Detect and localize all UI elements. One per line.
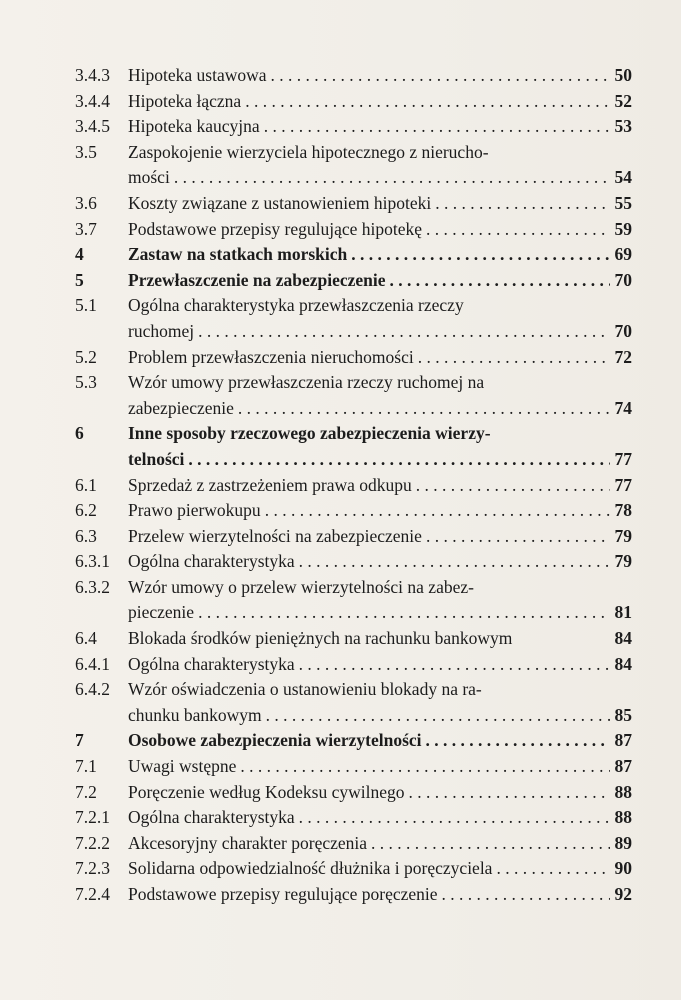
toc-entry — [75, 626, 632, 652]
toc-entry-title-line: Osobowe zabezpieczenia wierzytelności — [128, 730, 422, 751]
toc-entry-title-row — [128, 856, 632, 882]
toc-leader-dots — [386, 268, 610, 294]
toc-leader-dots — [431, 191, 610, 217]
toc-entry-title-line: Hipoteka ustawowa — [128, 65, 267, 85]
toc-entry-body — [128, 421, 632, 472]
toc-entry-body — [128, 626, 632, 652]
toc-entry-number: 7.2.4 — [75, 884, 110, 904]
toc-entry-title-line: Prawo pierwokupu — [128, 500, 261, 521]
toc-leader-dots — [295, 549, 610, 575]
toc-entry-page-number: 54 — [614, 167, 632, 188]
toc-entry-page-number: 52 — [614, 90, 632, 111]
toc-entry-body — [128, 728, 632, 754]
toc-entry-body — [128, 191, 632, 217]
toc-entry-title-line: Akcesoryjny charakter poręczenia — [128, 832, 368, 853]
toc-entry-number: 3.4.3 — [75, 65, 110, 85]
toc-entry-number: 6.3.2 — [75, 576, 110, 597]
toc-entry-number: 6.2 — [75, 500, 97, 521]
toc-entry-page-number: 50 — [614, 65, 632, 85]
toc-entry-title-row — [128, 319, 632, 345]
toc-entry-title-line: telności — [128, 448, 185, 469]
toc-entry-title-row — [128, 652, 632, 678]
toc-entry-page-number: 78 — [614, 500, 632, 521]
toc-leader-dots — [194, 319, 610, 345]
toc-entry-title-row — [128, 600, 632, 626]
toc-entry-body — [128, 268, 632, 294]
toc-entry-page-number: 88 — [614, 781, 632, 802]
toc-entry — [75, 831, 632, 857]
toc-entry-body — [128, 345, 632, 371]
toc-entry — [75, 217, 632, 243]
toc-entry-number: 3.6 — [75, 192, 97, 213]
toc-entry — [75, 549, 632, 575]
toc-entry-page-number: 87 — [614, 756, 632, 777]
toc-entry-title-line: Sprzedaż z zastrzeżeniem prawa odkupu — [128, 474, 412, 495]
toc-leader-dots — [422, 728, 610, 754]
toc-entry — [75, 89, 632, 115]
toc-leader-dots — [412, 473, 610, 499]
toc-entry-body — [128, 652, 632, 678]
toc-entry — [75, 370, 632, 421]
toc-entry-body — [128, 805, 632, 831]
toc-entry-page-number: 88 — [614, 807, 632, 828]
toc-entry-number: 5.3 — [75, 372, 97, 393]
toc-entry-number: 7.1 — [75, 756, 97, 777]
toc-entry-page-number: 85 — [614, 704, 632, 725]
toc-entry-page-number: 74 — [614, 397, 632, 418]
toc-entry-page-number: 79 — [614, 551, 632, 572]
toc-entry-title-row — [128, 396, 632, 422]
toc-entry — [75, 421, 632, 472]
toc-entry-title-row — [128, 63, 632, 89]
toc-entry-title-row — [128, 882, 632, 908]
toc-entry — [75, 575, 632, 626]
toc-leader-dots — [405, 780, 610, 806]
toc-entry-title-row — [128, 626, 632, 652]
toc-entry-page-number: 59 — [614, 218, 632, 239]
toc-entry — [75, 498, 632, 524]
toc-entry-title-row — [128, 114, 632, 140]
toc-entry-page-number: 90 — [614, 858, 632, 879]
toc-leader-dots — [170, 165, 610, 191]
toc-entry-page-number: 79 — [614, 525, 632, 546]
toc-entry-title-line: Podstawowe przepisy regulujące poręczenie — [128, 884, 438, 904]
toc-entry — [75, 242, 632, 268]
toc-entry-title-line: Uwagi wstępne — [128, 756, 237, 777]
toc-entry-number: 4 — [75, 244, 84, 265]
toc-entry-body — [128, 242, 632, 268]
toc-entry-page-number: 92 — [614, 884, 632, 904]
toc-entry-body — [128, 217, 632, 243]
toc-entry — [75, 140, 632, 191]
toc-leader-dots — [414, 345, 610, 371]
toc-leader-dots — [241, 89, 610, 115]
toc-entry-body — [128, 549, 632, 575]
toc-entry-title-row — [128, 754, 632, 780]
toc-leader-dots — [422, 524, 610, 550]
toc-entry-number: 7.2.1 — [75, 807, 110, 828]
toc-leader-dots — [492, 856, 610, 882]
toc-entry-title-row — [128, 473, 632, 499]
toc-leader-dots — [295, 652, 610, 678]
toc-entry-title-line: Koszty związane z ustanowieniem hipoteki — [128, 192, 432, 213]
toc-entry-number: 6.3 — [75, 525, 97, 546]
toc-entry-number: 3.7 — [75, 218, 97, 239]
toc-entry — [75, 524, 632, 550]
toc-entry-title-line: Ogólna charakterystyka — [128, 807, 295, 828]
toc-entry-number: 7.2 — [75, 781, 97, 802]
toc-entry-number: 5.1 — [75, 295, 97, 316]
toc-leader-dots — [261, 498, 610, 524]
toc-entry-body — [128, 293, 632, 344]
toc-entry — [75, 191, 632, 217]
toc-entry-page-number: 84 — [614, 628, 632, 649]
toc-entry-number: 7.2.3 — [75, 858, 110, 879]
toc-entry — [75, 293, 632, 344]
toc-entry-page-number: 89 — [614, 832, 632, 853]
toc-entry-number: 3.4.5 — [75, 116, 110, 137]
toc-entry-body — [128, 140, 632, 191]
toc-entry-title-row — [128, 89, 632, 115]
toc-entry-title-line: Przelew wierzytelności na zabezpieczenie — [128, 525, 422, 546]
toc-entry — [75, 780, 632, 806]
toc-entry-body — [128, 473, 632, 499]
toc-entry-title-row — [128, 345, 632, 371]
toc-entry-body — [128, 856, 632, 882]
toc-entry-number: 6 — [75, 423, 84, 444]
toc-entry-body — [128, 524, 632, 550]
toc-entry — [75, 268, 632, 294]
toc-entry-title-line: Wzór umowy przewłaszczenia rzeczy ruchomej na — [128, 372, 485, 393]
toc-entry-page-number: 55 — [614, 192, 632, 213]
toc-entry — [75, 652, 632, 678]
toc-entry-number: 7.2.2 — [75, 832, 110, 853]
toc-entry-title-line: Zaspokojenie wierzyciela hipotecznego z nierucho- — [128, 141, 489, 162]
toc-leader-dots — [267, 63, 610, 89]
toc-entry-number: 6.4.2 — [75, 679, 110, 700]
toc-entry — [75, 473, 632, 499]
toc-entry-title-row — [128, 831, 632, 857]
toc-entry-title-line: Zastaw na statkach morskich — [128, 244, 348, 265]
toc-entry — [75, 63, 632, 89]
toc-entry-number: 3.4.4 — [75, 90, 110, 111]
toc-entry-title-row — [128, 805, 632, 831]
toc-entry-title-line: Hipoteka łączna — [128, 90, 242, 111]
toc-entry-title-row — [128, 498, 632, 524]
toc-entry-page-number: 87 — [614, 730, 632, 751]
toc-leader-dots — [367, 831, 610, 857]
toc-entry-title-row — [128, 217, 632, 243]
toc-entry-body — [128, 754, 632, 780]
toc-leader-dots — [260, 114, 610, 140]
toc-leader-dots — [234, 396, 610, 422]
toc-leader-dots — [184, 447, 610, 473]
toc-leader-dots — [236, 754, 610, 780]
toc-entry-page-number: 77 — [614, 474, 632, 495]
toc-entry — [75, 728, 632, 754]
toc-entry-number: 6.3.1 — [75, 551, 110, 572]
toc-entry-title-line: Ogólna charakterystyka przewłaszczenia rzeczy — [128, 295, 464, 316]
toc-entry-number: 7 — [75, 730, 84, 751]
toc-leader-dots — [262, 703, 610, 729]
toc-entry-title-line: Poręczenie według Kodeksu cywilnego — [128, 781, 405, 802]
toc-entry-title-row — [128, 268, 632, 294]
toc-entry-page-number: 81 — [614, 602, 632, 623]
toc-entry — [75, 805, 632, 831]
toc-entry-number: 6.4 — [75, 628, 97, 649]
toc-entry-body — [128, 677, 632, 728]
toc-entry-page-number: 53 — [614, 116, 632, 137]
toc-entry — [75, 114, 632, 140]
toc-entry-title-line: Blokada środków pieniężnych na rachunku bankowym — [128, 628, 513, 649]
toc-entry-title-line: mości — [128, 167, 170, 188]
toc-entry-body — [128, 498, 632, 524]
toc-entry-page-number: 70 — [614, 320, 632, 341]
toc-entry-title-line: Ogólna charakterystyka — [128, 653, 295, 674]
toc-entry-number: 6.4.1 — [75, 653, 110, 674]
toc-entry — [75, 754, 632, 780]
toc-entry-title-row — [128, 780, 632, 806]
toc-entry-page-number: 77 — [614, 448, 632, 469]
toc-leader-dots — [295, 805, 610, 831]
toc-leader-dots — [438, 882, 610, 908]
toc-entry-body — [128, 831, 632, 857]
toc-entry-title-line: Przewłaszczenie na zabezpieczenie — [128, 269, 386, 290]
toc-entry-title-row — [128, 191, 632, 217]
toc-entry-title-line: Solidarna odpowiedzialność dłużnika i poręczyciela — [128, 858, 493, 879]
toc-entry-title-line: ruchomej — [128, 320, 195, 341]
toc-entry-title-row — [128, 524, 632, 550]
toc-entry-body — [128, 575, 632, 626]
toc-entry-title-row — [128, 242, 632, 268]
toc-entry-number: 5.2 — [75, 346, 97, 367]
toc-entry-number: 3.5 — [75, 141, 97, 162]
toc-leader-dots — [347, 242, 610, 268]
toc-entry-title-row — [128, 703, 632, 729]
toc-entry-body — [128, 89, 632, 115]
toc-entry — [75, 856, 632, 882]
toc-entry-body — [128, 370, 632, 421]
toc-leader-dots — [194, 600, 610, 626]
toc-entry-title-line: chunku bankowym — [128, 704, 262, 725]
toc-entry — [75, 882, 632, 908]
toc-entry-title-line: Hipoteka kaucyjna — [128, 116, 260, 137]
toc-leader-dots — [422, 217, 610, 243]
toc-entry-page-number: 72 — [614, 346, 632, 367]
toc-entry-page-number: 84 — [614, 653, 632, 674]
toc-entry — [75, 345, 632, 371]
toc-entry-body — [128, 780, 632, 806]
toc-entry-page-number: 70 — [614, 269, 632, 290]
toc-entry-title-line: Wzór umowy o przelew wierzytelności na zabez- — [128, 576, 474, 597]
toc-entry-title-line: Inne sposoby rzeczowego zabezpieczenia wierzy- — [128, 423, 491, 444]
toc-entry-body — [128, 114, 632, 140]
table-of-contents — [75, 63, 632, 908]
toc-entry-number: 5 — [75, 269, 84, 290]
toc-entry-title-line: Ogólna charakterystyka — [128, 551, 295, 572]
toc-entry-title-line: zabezpieczenie — [128, 397, 234, 418]
toc-entry-title-line: Wzór oświadczenia o ustanowieniu blokady na ra- — [128, 679, 482, 700]
toc-entry-title-row — [128, 447, 632, 473]
toc-entry-title-line: Podstawowe przepisy regulujące hipotekę — [128, 218, 423, 239]
toc-entry-body — [128, 63, 632, 89]
toc-entry-title-row — [128, 165, 632, 191]
toc-entry-page-number: 69 — [614, 244, 632, 265]
toc-entry-number: 6.1 — [75, 474, 97, 495]
toc-entry-title-row — [128, 549, 632, 575]
toc-entry-title-row — [128, 728, 632, 754]
toc-entry — [75, 677, 632, 728]
toc-entry-title-line: pieczenie — [128, 602, 195, 623]
toc-entry-body — [128, 882, 632, 908]
toc-entry-title-line: Problem przewłaszczenia nieruchomości — [128, 346, 414, 367]
